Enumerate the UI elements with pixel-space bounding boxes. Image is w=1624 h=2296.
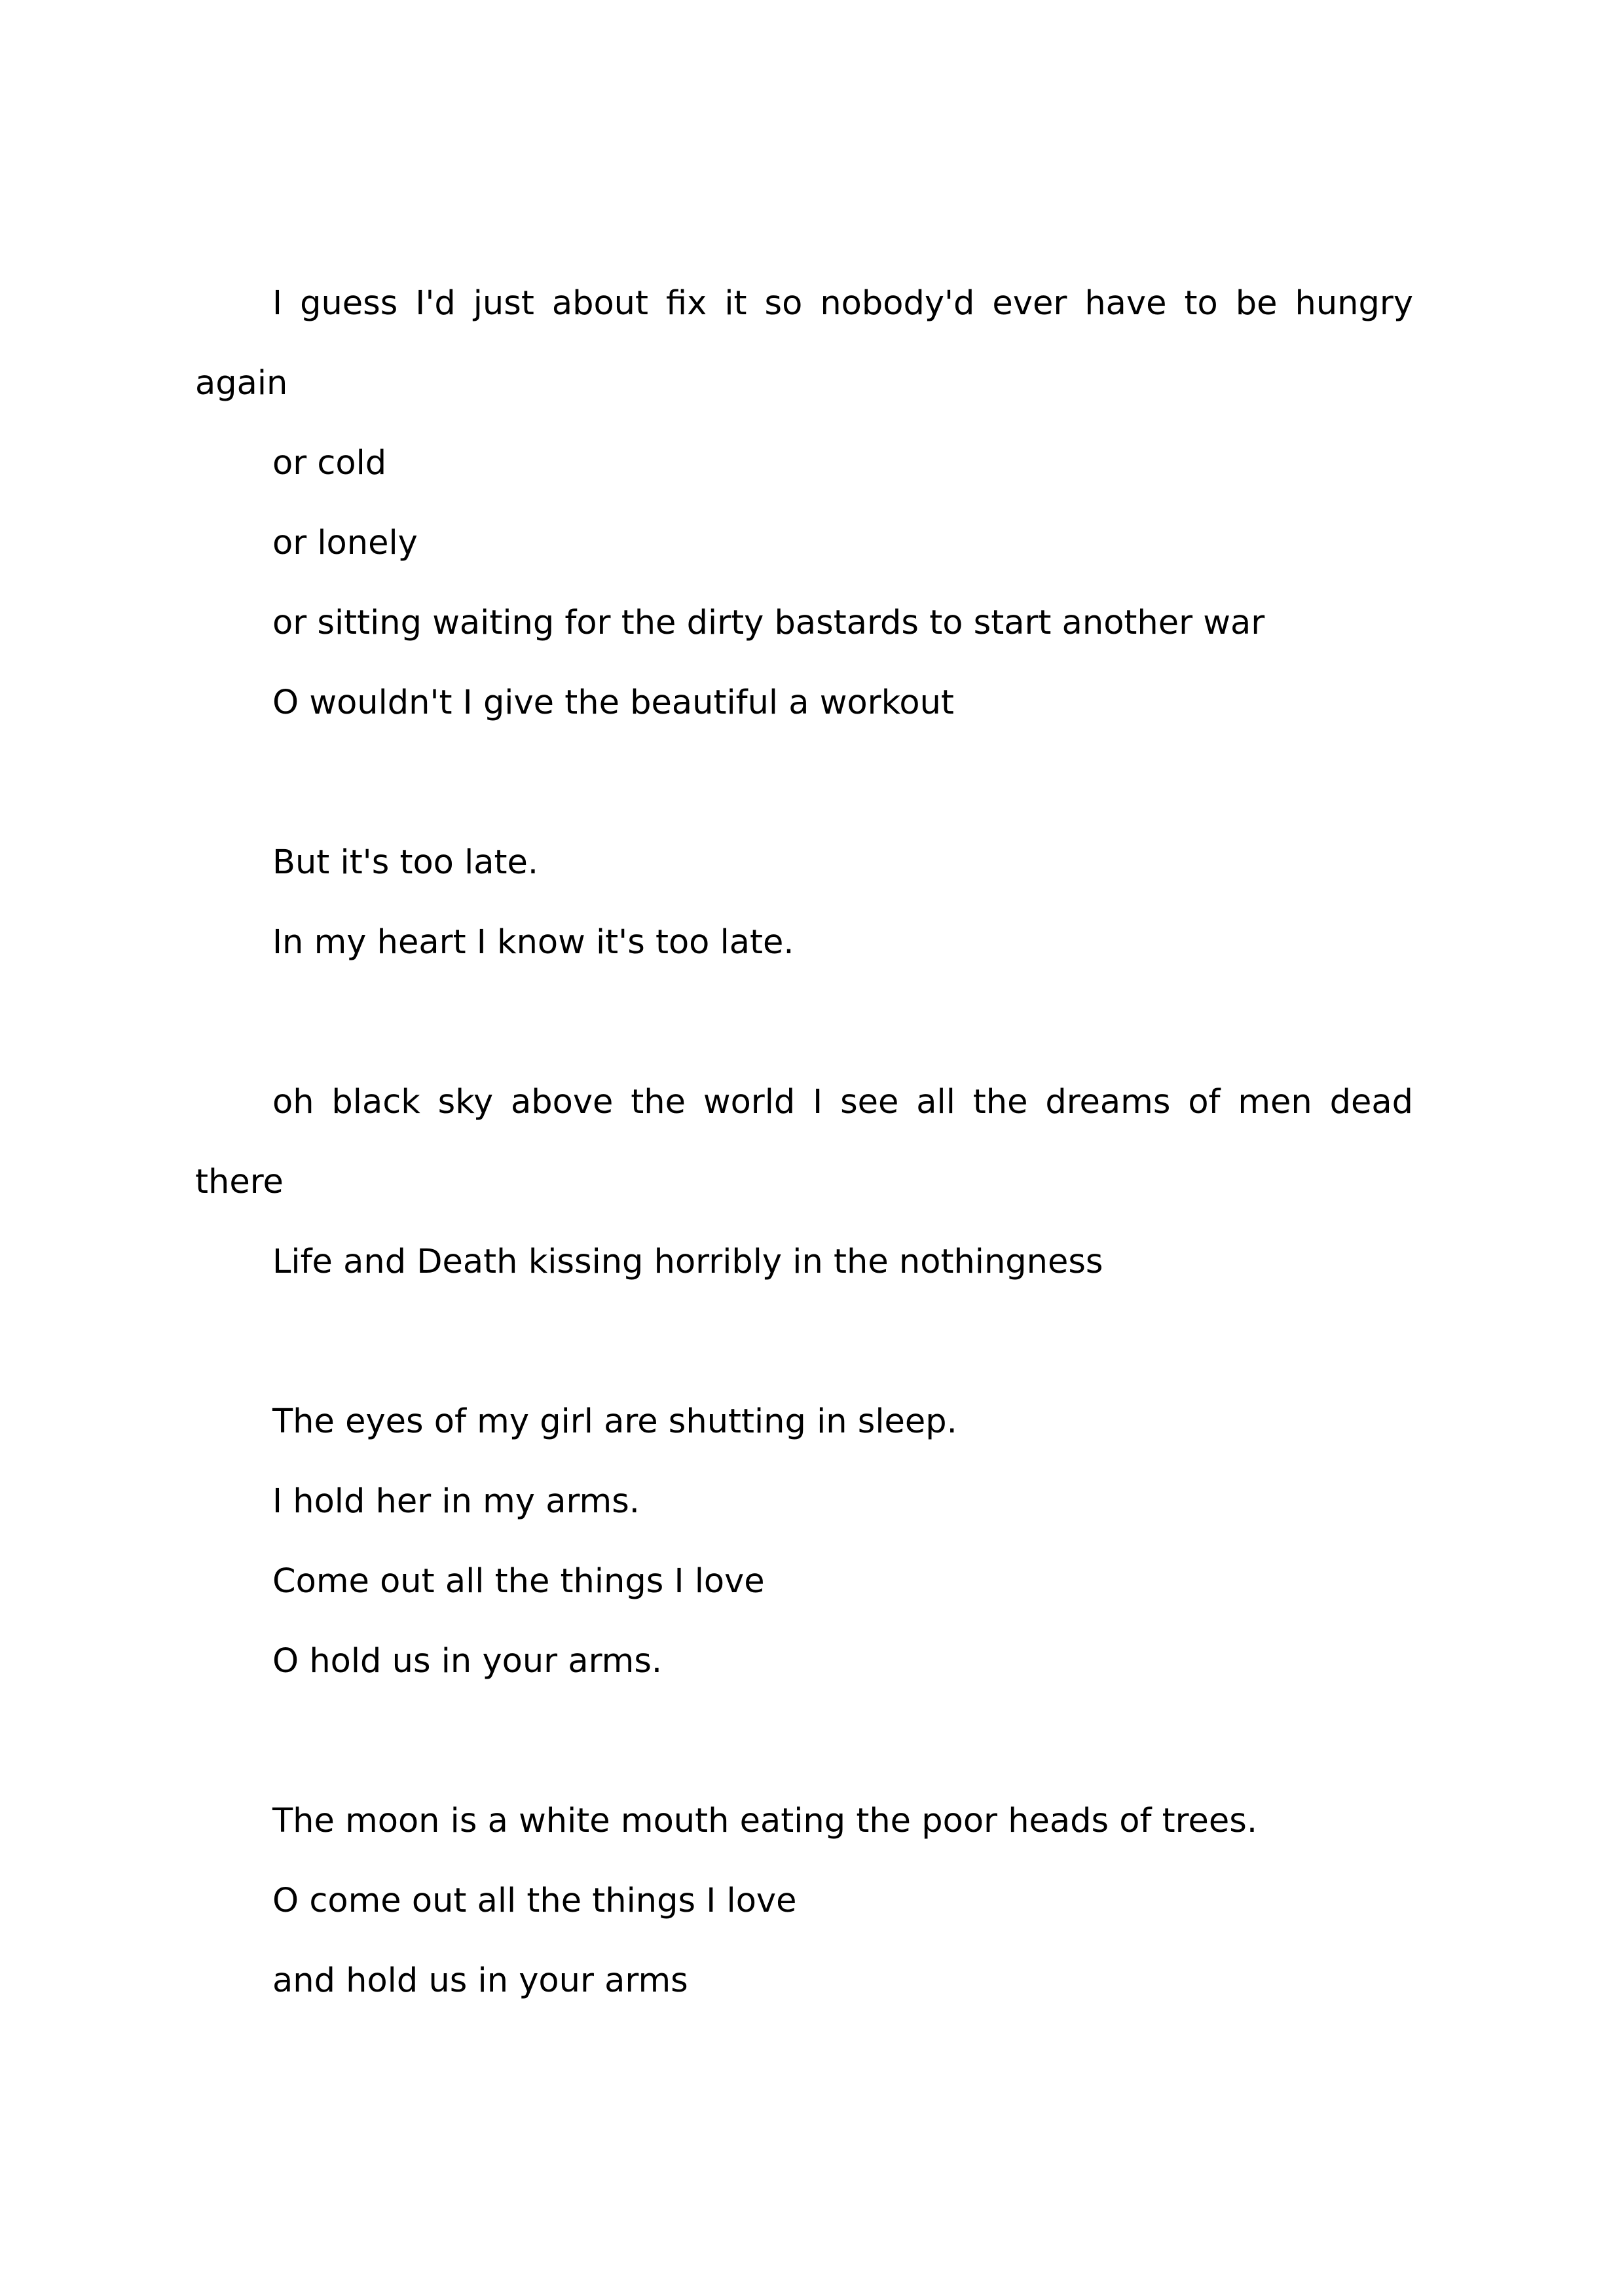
poem-line: oh black sky above the world I see all the dreams of men dead there bbox=[195, 1083, 1413, 1201]
poem-line: O wouldn't I give the beautiful a workout bbox=[272, 683, 954, 722]
poem-line: or cold bbox=[272, 444, 387, 483]
poem-line: or sitting waiting for the dirty bastards to start another war bbox=[272, 604, 1265, 642]
poem-line: But it's too late. bbox=[272, 843, 539, 882]
stanza-1 bbox=[195, 264, 1413, 743]
stanza-4 bbox=[195, 1382, 1413, 1702]
poem-line: or lonely bbox=[272, 524, 418, 562]
poem-line: In my heart I know it's too late. bbox=[272, 923, 794, 962]
stanza-3 bbox=[195, 1063, 1413, 1302]
poem-line: The moon is a white mouth eating the poor heads of trees. bbox=[272, 1802, 1258, 1840]
stanza-2 bbox=[195, 823, 1413, 983]
poem-line: and hold us in your arms bbox=[272, 1961, 688, 2000]
stanza-5 bbox=[195, 1781, 1413, 2021]
poem-line: Life and Death kissing horribly in the nothingness bbox=[272, 1243, 1103, 1281]
poem-body bbox=[195, 264, 1413, 2021]
poem-line: Come out all the things I love bbox=[272, 1562, 765, 1601]
poem-line: The eyes of my girl are shutting in sleep. bbox=[272, 1402, 957, 1441]
poem-line: O hold us in your arms. bbox=[272, 1642, 663, 1681]
poem-line: I hold her in my arms. bbox=[272, 1482, 640, 1521]
poem-line: I guess I'd just about fix it so nobody'd ever have to be hungry again bbox=[195, 284, 1413, 403]
poem-line: O come out all the things I love bbox=[272, 1882, 797, 1920]
